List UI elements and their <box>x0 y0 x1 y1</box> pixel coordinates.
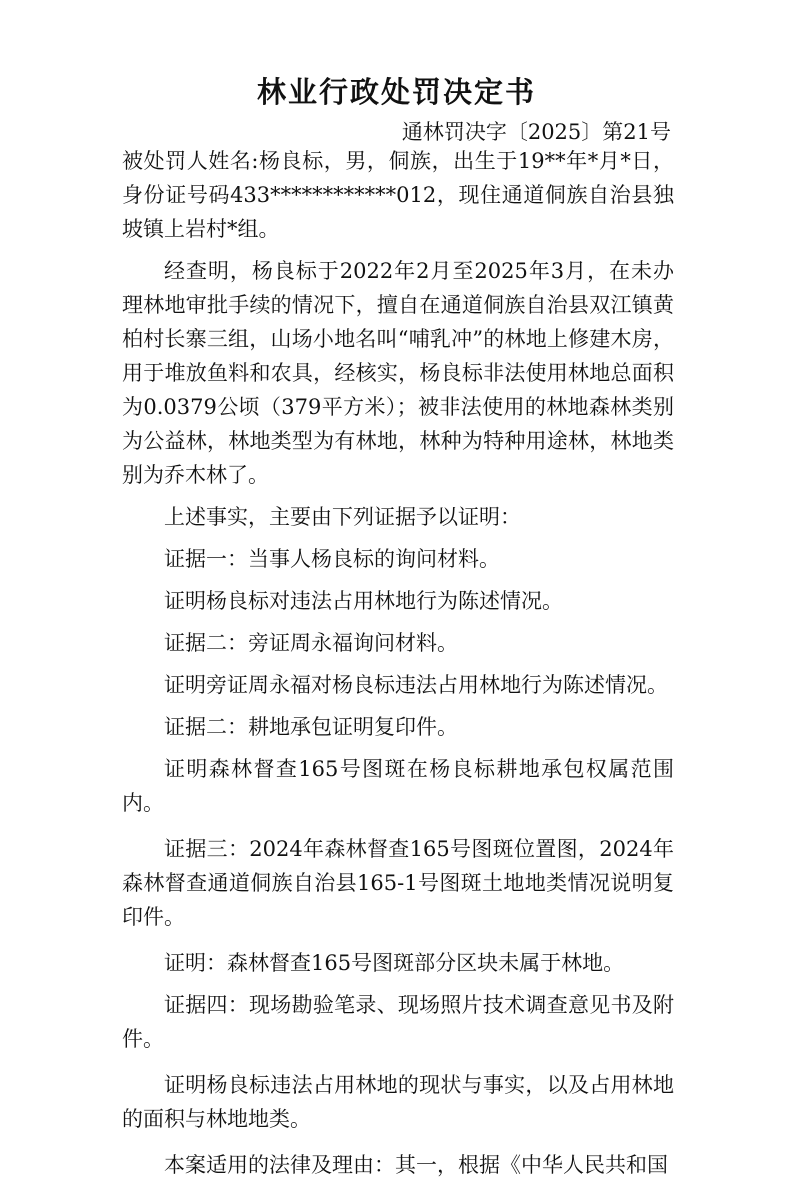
paragraph-findings: 经查明，杨良标于2022年2月至2025年3月，在未办理林地审批手续的情况下，擅自在通道侗族自治县双江镇黄柏村长寨三组，山场小地名叫“哺乳冲”的林地上修建木房，用于堆放鱼料和农具，经核实，杨良标非法使用林地总面积为0.0379公顷（379平方米）；被非法使用的林地森林类别为公益林，林地类型为有林地，林种为特种用途林，林地类别为乔木林了。 <box>122 259 674 487</box>
paragraph-evidence-2-proof: 证明旁证周永福对杨良标违法占用林地行为陈述情况。 <box>164 673 668 697</box>
paragraph-evidence-1-proof: 证明杨良标对违法占用林地行为陈述情况。 <box>164 589 563 613</box>
paragraph-evidence-3-proof: 证明：森林督查165号图斑部分区块未属于林地。 <box>164 951 625 975</box>
paragraph-evidence-4: 证据四：现场勘验笔录、现场照片技术调查意见书及附件。 <box>122 993 674 1051</box>
paragraph-party-info: 被处罚人姓名:杨良标，男，侗族，出生于19**年*月*日，身份证号码433************012，现住通道侗族自治县独坡镇上岩村*组。 <box>122 149 674 241</box>
document-title: 林业行政处罚决定书 <box>256 75 536 109</box>
paragraph-evidence-4-proof: 证明杨良标违法占用林地的现状与事实，以及占用林地的面积与林地地类。 <box>122 1073 674 1131</box>
document-body <box>122 144 674 1182</box>
document-number: 通林罚决字〔2025〕第21号 <box>401 120 671 144</box>
paragraph-legal-basis: 本案适用的法律及理由：其一，根据《中华人民共和国 <box>164 1153 668 1177</box>
paragraph-evidence-intro: 上述事实，主要由下列证据予以证明： <box>164 505 521 529</box>
paragraph-evidence-3: 证据三：2024年森林督查165号图斑位置图，2024年森林督查通道侗族自治县165-1号图斑土地地类情况说明复印件。 <box>122 837 674 929</box>
paragraph-evidence-2b-proof: 证明森林督查165号图斑在杨良标耕地承包权属范围内。 <box>122 757 674 815</box>
paragraph-evidence-2b: 证据二：耕地承包证明复印件。 <box>164 715 458 739</box>
paragraph-evidence-2: 证据二：旁证周永福询问材料。 <box>164 631 458 655</box>
paragraph-evidence-1: 证据一：当事人杨良标的询问材料。 <box>164 547 500 571</box>
